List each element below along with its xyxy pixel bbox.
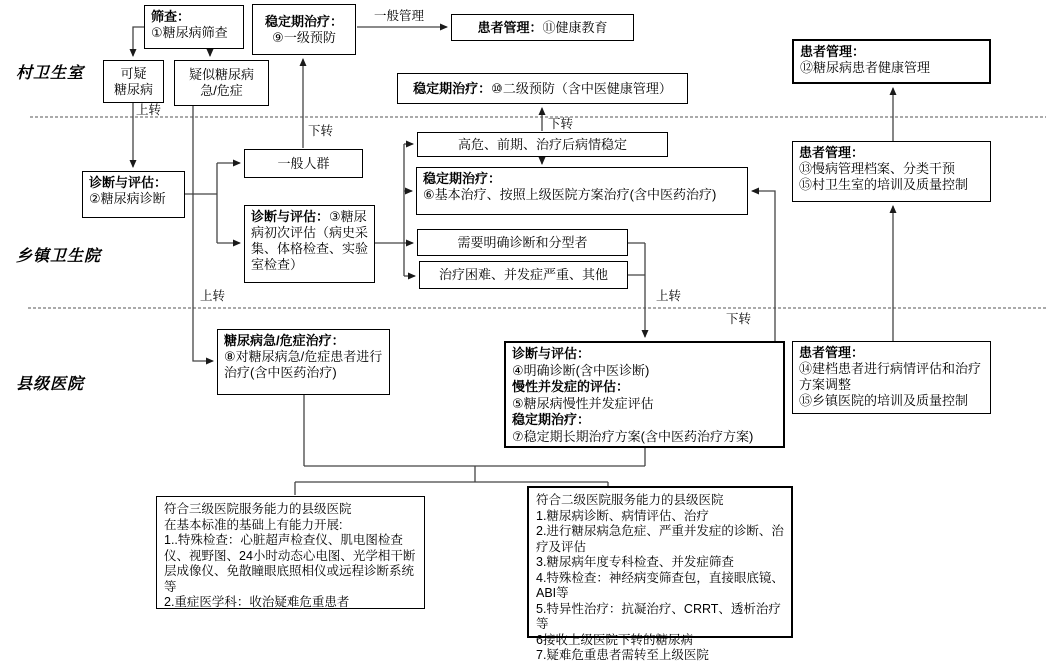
tier-label-county: 县级医院 bbox=[16, 376, 85, 393]
node-general-pop bbox=[244, 149, 363, 178]
node-diag3-body: ③糖尿病初次评估（病史采集、体格检查、实验室检查） bbox=[251, 209, 369, 272]
node-stage6 bbox=[416, 167, 748, 215]
node-stage9 bbox=[252, 4, 356, 55]
node-county457-body3: ⑦稳定期长期治疗方案(含中医药治疗方案) bbox=[512, 428, 754, 444]
edge-label-down-transfer-stage10: 下转 bbox=[548, 117, 574, 131]
tier2-line: 5.特异性治疗：抗凝治疗、CRRT、透析治疗等 bbox=[536, 601, 781, 631]
node-suspected bbox=[103, 60, 164, 103]
node-stage9-body: ⑨一级预防 bbox=[272, 29, 336, 45]
tier3-line: 1..特殊检查：心脏超声检查仪、肌电图检查仪、视野图、24小时动态心电图、光学相干断层成像仪、免散瞳眼底照相仪或远程诊断系统等 bbox=[164, 533, 416, 594]
node-diag3-title: 诊断与评估： bbox=[251, 209, 330, 224]
edge-screening-to-suspected bbox=[133, 27, 144, 56]
tier2-line: 符合二级医院服务能力的县级医院 bbox=[536, 493, 724, 507]
tier2-line: 7.疑难危重患者需转至上级医院 bbox=[536, 648, 709, 662]
edge-diag2-branch-trunk bbox=[185, 163, 217, 243]
node-stage10-body: ⑩二级预防（含中医健康管理） bbox=[491, 80, 672, 96]
node-suspected-acute-line1: 疑似糖尿病 bbox=[188, 67, 254, 82]
node-county457-body2: ⑤糖尿病慢性并发症评估 bbox=[512, 395, 654, 411]
node-mgmt13-line1: ⑬慢病管理档案、分类干预 bbox=[799, 161, 956, 176]
node-acute8 bbox=[217, 329, 390, 395]
tier2-line: 2.进行糖尿病急危症、严重并发症的诊断、治疗及评估 bbox=[536, 524, 784, 554]
tier3-line: 符合三级医院服务能力的县级医院 bbox=[164, 502, 352, 516]
edge-county457-to-stage6 bbox=[752, 191, 775, 341]
node-screening-title: 筛查： bbox=[151, 9, 191, 24]
node-mgmt13-title: 患者管理： bbox=[799, 145, 865, 160]
node-mgmt14-line2: ⑮乡镇医院的培训及质量控制 bbox=[799, 393, 969, 408]
node-diag2-title: 诊断与评估： bbox=[89, 175, 168, 190]
node-high-risk bbox=[417, 132, 668, 157]
node-county457-title1: 诊断与评估： bbox=[512, 346, 591, 361]
node-acute8-body: ⑧对糖尿病急/危症患者进行治疗(含中医药治疗) bbox=[224, 349, 383, 380]
node-mgmt14-line1: ⑭建档患者进行病情评估和治疗方案调整 bbox=[799, 361, 982, 392]
node-diag3 bbox=[244, 205, 375, 283]
node-tier2-hospital bbox=[527, 486, 793, 662]
node-mgmt11 bbox=[451, 14, 634, 41]
node-diag2 bbox=[82, 171, 185, 218]
node-mgmt14-title: 患者管理： bbox=[799, 345, 865, 360]
node-stage10-title: 稳定期治疗： bbox=[413, 80, 492, 96]
node-suspected-acute-line2: 急/危症 bbox=[200, 83, 243, 98]
edge-diag3-branch-trunk bbox=[375, 144, 404, 276]
node-tier3-hospital bbox=[156, 496, 425, 609]
tier3-line: 2.重症医学科：收治疑难危重患者 bbox=[164, 595, 350, 609]
tier3-line: 在基本标准的基础上有能力开展: bbox=[164, 517, 343, 532]
node-suspected-acute bbox=[174, 60, 269, 106]
node-county457-title3: 稳定期治疗： bbox=[512, 412, 591, 427]
edge-label-down-transfer-stage9: 下转 bbox=[308, 124, 334, 138]
node-acute8-title: 糖尿病急/危症治疗： bbox=[224, 333, 345, 348]
node-county457-title2: 慢性并发症的评估： bbox=[512, 379, 630, 394]
node-diag2-body: ②糖尿病诊断 bbox=[89, 191, 166, 206]
node-mgmt11-body: ⑪健康教育 bbox=[542, 19, 608, 35]
node-county457-body1: ④明确诊断(含中医诊断) bbox=[512, 362, 650, 378]
node-need-diag bbox=[417, 229, 628, 256]
node-mgmt12-body: ⑫糖尿病患者健康管理 bbox=[800, 60, 931, 75]
tier-label-township: 乡镇卫生院 bbox=[16, 248, 102, 265]
node-suspected-line2: 糖尿病 bbox=[113, 81, 153, 97]
node-high-risk-label: 高危、前期、治疗后病情稳定 bbox=[457, 136, 627, 152]
node-stage10 bbox=[397, 73, 688, 104]
node-difficult-label: 治疗困难、并发症严重、其他 bbox=[438, 267, 608, 282]
tier2-line: 1.糖尿病诊断、病情评估、治疗 bbox=[536, 508, 709, 523]
node-difficult bbox=[419, 261, 628, 289]
node-stage6-body: ⑥基本治疗、按照上级医院方案治疗(含中医药治疗) bbox=[423, 187, 717, 202]
edge-label-up-transfer-village: 上转 bbox=[136, 103, 162, 117]
edge-label-up-transfer-left: 上转 bbox=[200, 289, 226, 303]
edge-label-down-transfer-county: 下转 bbox=[726, 312, 752, 326]
node-mgmt12 bbox=[792, 39, 991, 84]
node-mgmt12-title: 患者管理： bbox=[800, 44, 866, 59]
tier2-line: 6接收上级医院下转的糖尿病 bbox=[536, 632, 693, 647]
node-screening bbox=[144, 5, 244, 49]
edge-label-general-management: 一般管理 bbox=[374, 9, 425, 23]
node-need-diag-label: 需要明确诊断和分型者 bbox=[457, 234, 588, 250]
node-stage9-title: 稳定期治疗： bbox=[264, 13, 343, 29]
tier2-line: 4.特殊检查：神经病变筛查包，直接眼底镜、ABI等 bbox=[536, 570, 784, 600]
node-county457 bbox=[504, 341, 785, 448]
node-mgmt13-line2: ⑮村卫生室的培训及质量控制 bbox=[799, 177, 969, 192]
node-mgmt14 bbox=[792, 341, 991, 414]
edge-referral-join-trunk bbox=[628, 243, 645, 275]
node-mgmt11-title: 患者管理： bbox=[477, 19, 543, 35]
tier-label-village: 村卫生室 bbox=[16, 65, 85, 82]
node-stage6-title: 稳定期治疗： bbox=[423, 171, 502, 186]
tier2-line: 3.糖尿病年度专科检查、并发症筛查 bbox=[536, 555, 734, 569]
edge-suspected-acute-to-acute8 bbox=[193, 106, 213, 361]
node-screening-body: ①糖尿病筛查 bbox=[151, 25, 228, 40]
node-suspected-line1: 可疑 bbox=[120, 65, 147, 81]
edge-label-up-transfer-right: 上转 bbox=[656, 289, 682, 303]
node-mgmt13 bbox=[792, 141, 991, 202]
node-general-pop-label: 一般人群 bbox=[277, 155, 330, 171]
